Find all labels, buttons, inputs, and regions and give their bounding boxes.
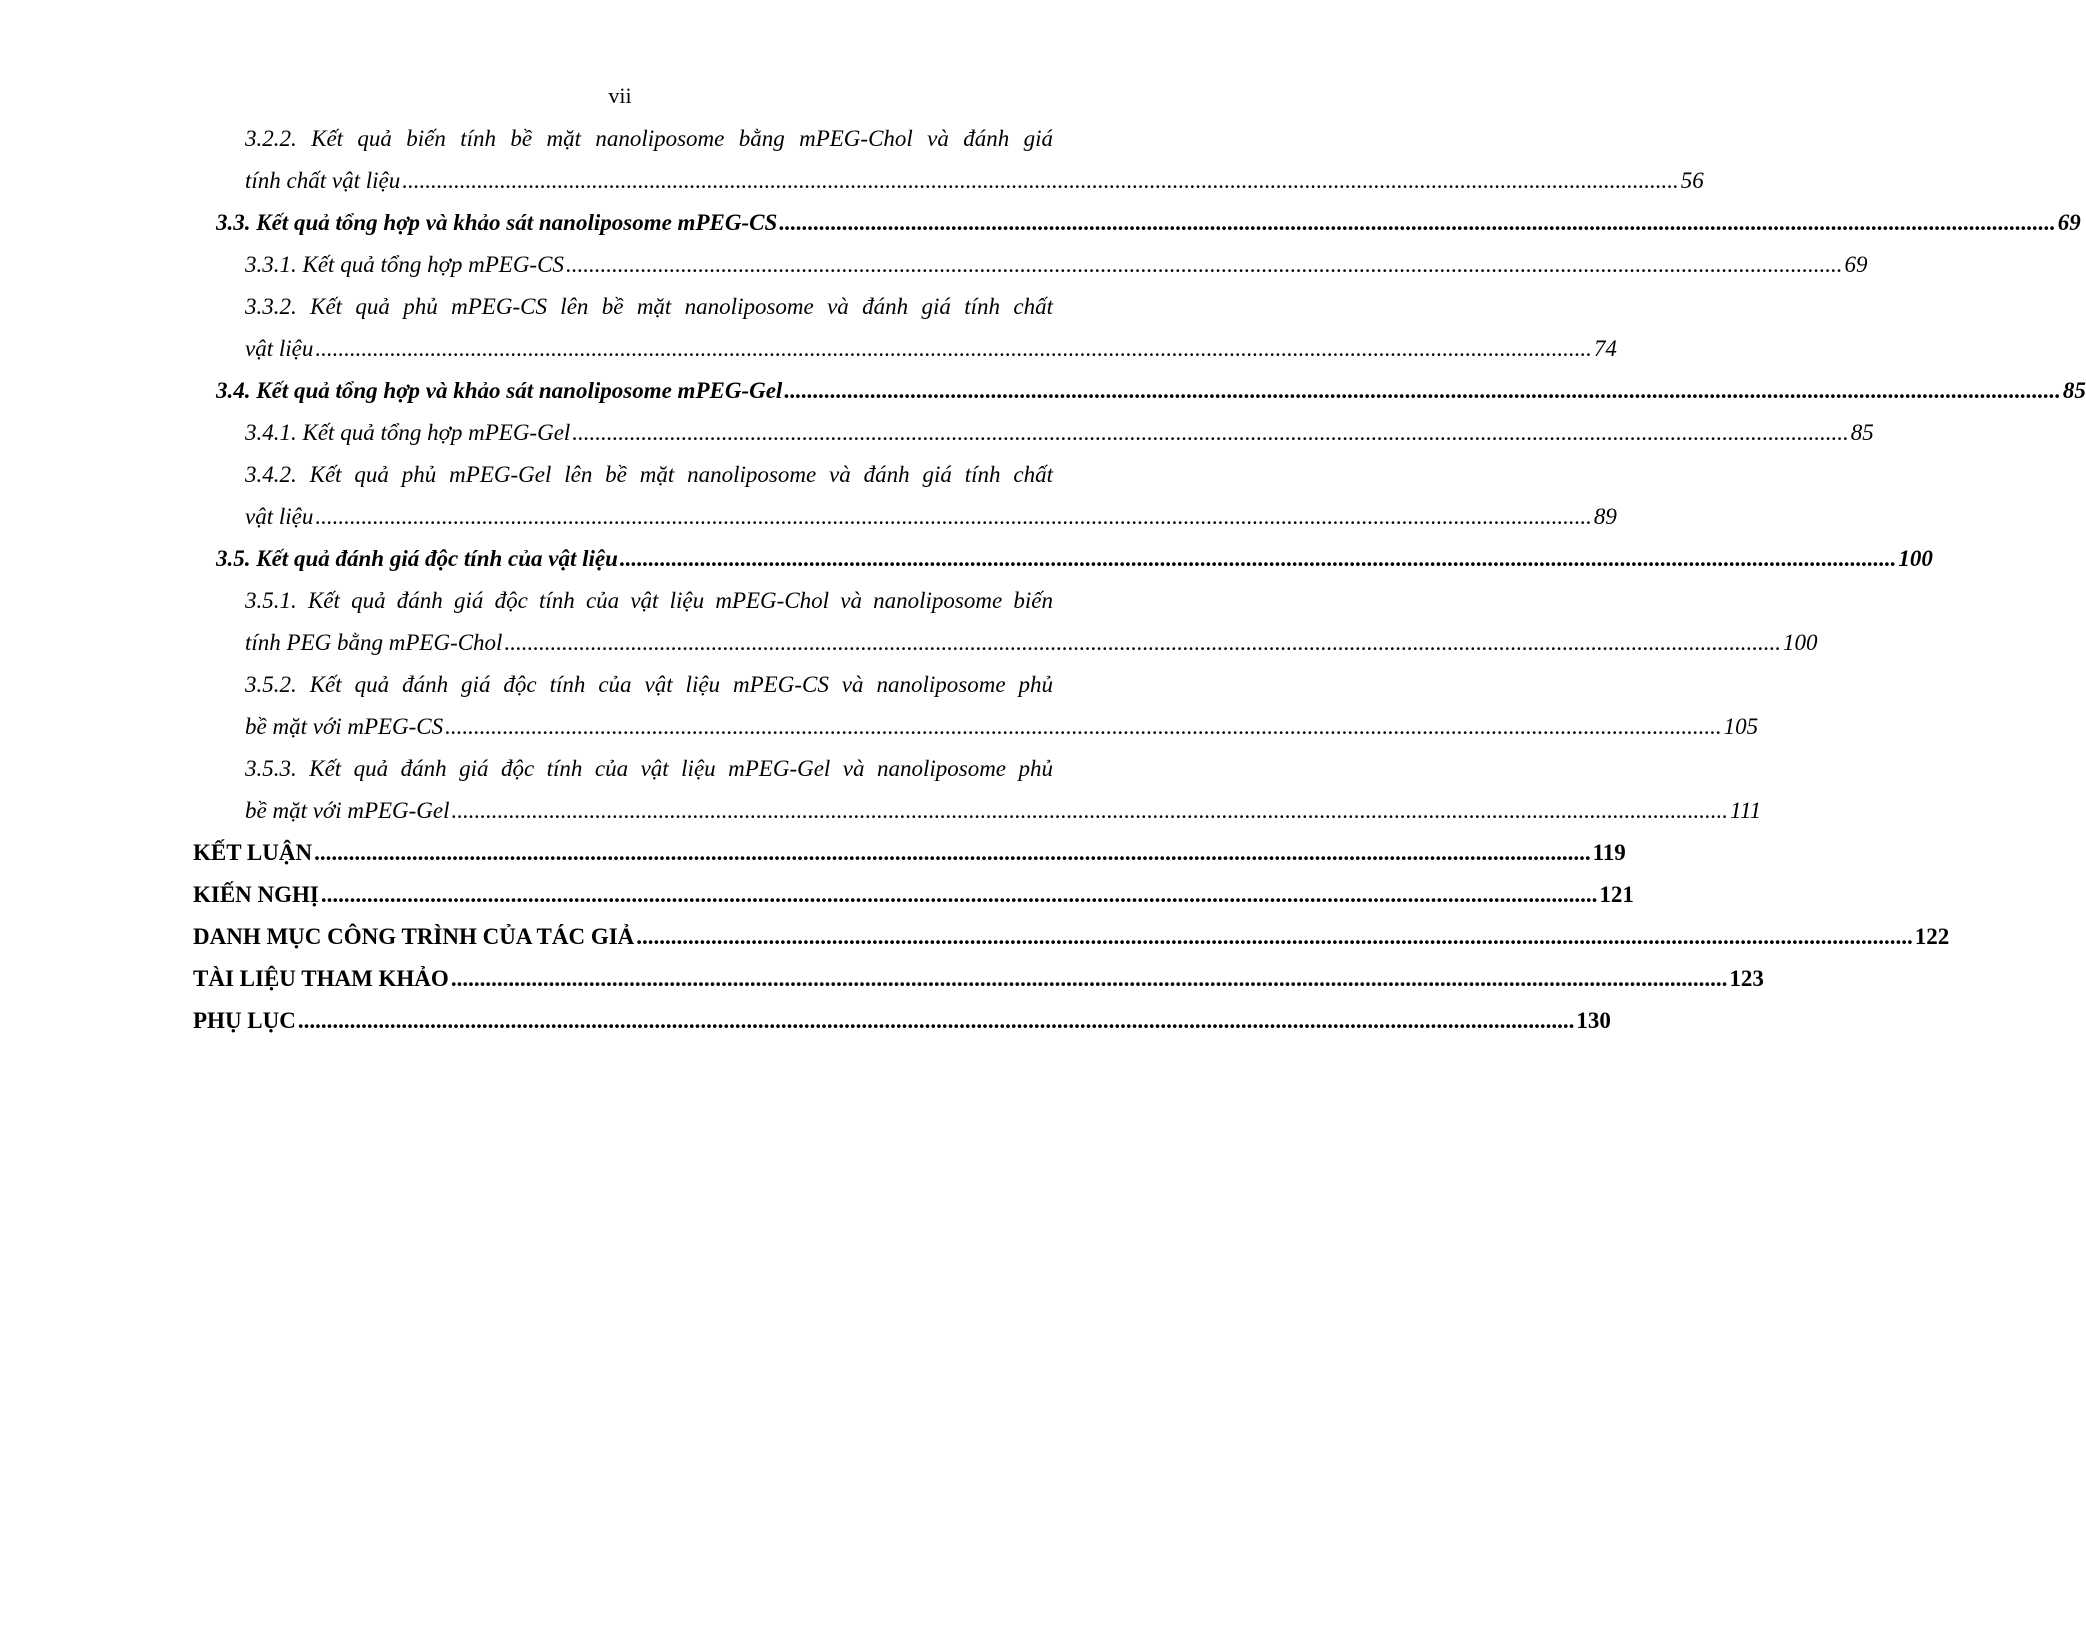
toc-entry-3-4-1[interactable] xyxy=(245,412,1874,454)
toc-entry-publications[interactable] xyxy=(193,916,1950,958)
dot-leader: .............................................................................................................................................................................................................................. xyxy=(315,336,1592,361)
toc-entry-3-5-1[interactable] xyxy=(245,580,1818,664)
toc-page-number: 69 xyxy=(2057,210,2081,235)
toc-entry-3-3-2[interactable] xyxy=(245,286,1617,370)
toc-page-number: 69 xyxy=(1844,252,1868,277)
page-number: vii xyxy=(608,83,632,108)
toc-entry-text-line1: 3.5.3. Kết quả đánh giá độc tính của vật liệu mPEG-Gel và nanoliposome phủ xyxy=(245,756,1053,781)
toc-page-number: 123 xyxy=(1729,966,1764,991)
toc-entry-title: 3.4. Kết quả tổng hợp và khảo sát nanoliposome mPEG-Gel xyxy=(216,378,783,403)
toc-entry-3-5-3[interactable] xyxy=(245,748,1762,832)
toc-entry-appendix[interactable] xyxy=(193,1000,1611,1042)
toc-page-number: 122 xyxy=(1914,924,1950,949)
toc-page-number: 119 xyxy=(1592,840,1626,865)
toc-page-number: 111 xyxy=(1730,798,1762,823)
toc-entry-conclusion[interactable] xyxy=(193,832,1626,874)
toc-entry-text-line1: 3.2.2. Kết quả biến tính bề mặt nanoliposome bằng mPEG-Chol và đánh giá xyxy=(245,126,1053,151)
toc-entry-3-3[interactable] xyxy=(216,202,2081,244)
dot-leader: .............................................................................................................................................................................................................................. xyxy=(402,168,1679,193)
toc-entry-text-line2: vật liệu xyxy=(245,336,314,361)
toc-entry-3-4[interactable] xyxy=(216,370,2086,412)
toc-entry-title: 3.3.1. Kết quả tổng hợp mPEG-CS xyxy=(245,252,564,277)
toc-entry-3-5-2[interactable] xyxy=(245,664,1759,748)
toc-entry-text-line1: 3.3.2. Kết quả phủ mPEG-CS lên bề mặt nanoliposome và đánh giá tính chất xyxy=(245,294,1053,319)
dot-leader: .............................................................................................................................................................................................................................. xyxy=(565,252,1843,277)
dot-leader: .............................................................................................................................................................................................................................. xyxy=(784,378,2061,403)
toc-entry-recommendation[interactable] xyxy=(193,874,1634,916)
toc-page-number: 89 xyxy=(1593,504,1617,529)
toc-entry-title: 3.5. Kết quả đánh giá độc tính của vật liệu xyxy=(216,546,618,571)
toc-page-number: 74 xyxy=(1593,336,1617,361)
dot-leader: .............................................................................................................................................................................................................................. xyxy=(445,714,1722,739)
dot-leader: .............................................................................................................................................................................................................................. xyxy=(504,630,1781,655)
dot-leader: .............................................................................................................................................................................................................................. xyxy=(314,840,1591,865)
dot-leader: .............................................................................................................................................................................................................................. xyxy=(619,546,1897,571)
toc-page-number: 56 xyxy=(1680,168,1704,193)
toc-entry-title: DANH MỤC CÔNG TRÌNH CỦA TÁC GIẢ xyxy=(193,924,635,949)
dot-leader: .............................................................................................................................................................................................................................. xyxy=(315,504,1592,529)
toc-entry-text-line2: bề mặt với mPEG-CS xyxy=(245,714,444,739)
dot-leader: .............................................................................................................................................................................................................................. xyxy=(320,882,1598,907)
toc-entry-references[interactable] xyxy=(193,958,1764,1000)
toc-page-number: 85 xyxy=(2062,378,2086,403)
toc-page-number: 105 xyxy=(1723,714,1759,739)
toc-page-number: 100 xyxy=(1782,630,1818,655)
toc-entry-3-5[interactable] xyxy=(216,538,1933,580)
dot-leader: .............................................................................................................................................................................................................................. xyxy=(779,210,2056,235)
toc-entry-3-4-2[interactable] xyxy=(245,454,1617,538)
toc-entry-text-line2: tính chất vật liệu xyxy=(245,168,401,193)
toc-entry-text-line1: 3.5.1. Kết quả đánh giá độc tính của vật liệu mPEG-Chol và nanoliposome biến xyxy=(245,588,1053,613)
dot-leader: .............................................................................................................................................................................................................................. xyxy=(636,924,1913,949)
dot-leader: .............................................................................................................................................................................................................................. xyxy=(451,798,1729,823)
dot-leader: .............................................................................................................................................................................................................................. xyxy=(450,966,1728,991)
toc-entry-text-line1: 3.4.2. Kết quả phủ mPEG-Gel lên bề mặt nanoliposome và đánh giá tính chất xyxy=(245,462,1053,487)
toc-entry-text-line2: tính PEG bằng mPEG-Chol xyxy=(245,630,503,655)
toc-entry-3-3-1[interactable] xyxy=(245,244,1868,286)
dot-leader: .............................................................................................................................................................................................................................. xyxy=(572,420,1849,445)
toc-entry-title: PHỤ LỤC xyxy=(193,1008,296,1033)
toc-entry-title: 3.3. Kết quả tổng hợp và khảo sát nanoliposome mPEG-CS xyxy=(216,210,778,235)
toc-entry-text-line2: vật liệu xyxy=(245,504,314,529)
dot-leader: .............................................................................................................................................................................................................................. xyxy=(297,1008,1575,1033)
toc-page-number: 85 xyxy=(1850,420,1874,445)
toc-page-number: 100 xyxy=(1898,546,1933,571)
toc-entry-text-line1: 3.5.2. Kết quả đánh giá độc tính của vật liệu mPEG-CS và nanoliposome phủ xyxy=(245,672,1053,697)
toc-entry-title: KẾT LUẬN xyxy=(193,840,313,865)
toc-entry-title: TÀI LIỆU THAM KHẢO xyxy=(193,966,449,991)
toc-entry-title: 3.4.1. Kết quả tổng hợp mPEG-Gel xyxy=(245,420,571,445)
toc-page-number: 121 xyxy=(1599,882,1634,907)
toc-page-number: 130 xyxy=(1576,1008,1611,1033)
toc-entry-text-line2: bề mặt với mPEG-Gel xyxy=(245,798,450,823)
toc-entry-3-2-2[interactable] xyxy=(245,118,1704,202)
toc-entry-title: KIẾN NGHỊ xyxy=(193,882,319,907)
